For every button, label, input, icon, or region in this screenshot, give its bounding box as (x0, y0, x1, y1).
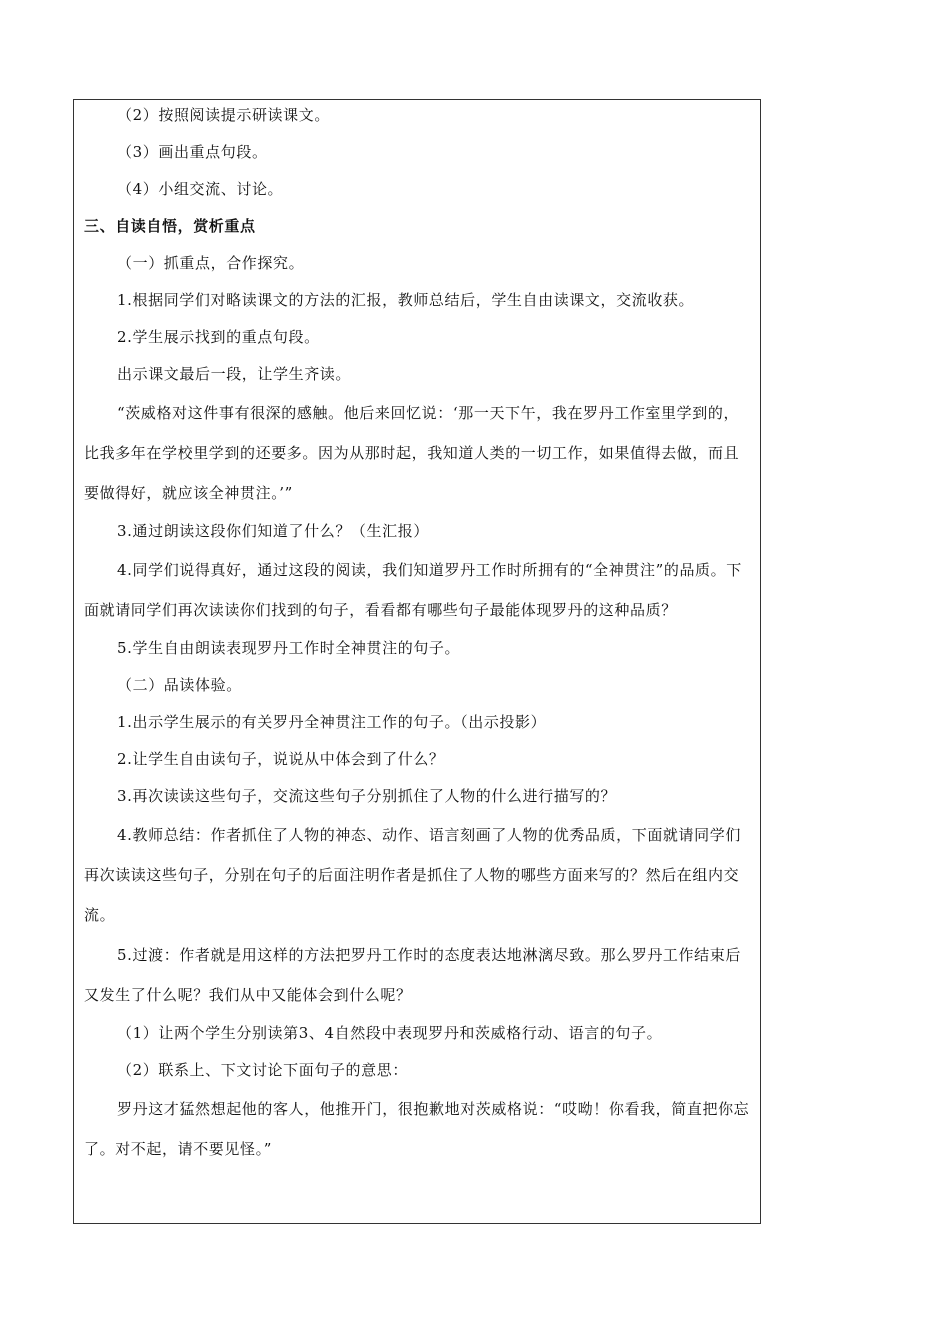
paragraph: （1）让两个学生分别读第3、4自然段中表现罗丹和茨威格行动、语言的句子。 (117, 1024, 663, 1042)
paragraph: 罗丹这才猛然想起他的客人，他推开门，很抱歉地对茨威格说：“哎呦！你看我，简直把你忘了。对不起，请不要见怪。” (84, 1100, 750, 1158)
subsection-heading: （二）品读体验。 (117, 676, 242, 694)
paragraph: 3.再次读读这些句子，交流这些句子分别抓住了人物的什么进行描写的？ (117, 787, 617, 805)
section-heading: 三、自读自悟，赏析重点 (84, 217, 256, 235)
paragraph: 1.根据同学们对略读课文的方法的汇报，教师总结后，学生自由读课文，交流收获。 (117, 291, 695, 309)
paragraph: （4）小组交流、讨论。 (117, 180, 284, 198)
paragraph: 5.过渡：作者就是用这样的方法把罗丹工作时的态度表达地淋漓尽致。那么罗丹工作结束后又发生了什么呢？我们从中又能体会到什么呢？ (84, 946, 741, 1004)
paragraph: （2）联系上、下文讨论下面句子的意思： (117, 1061, 408, 1079)
paragraph: 2.学生展示找到的重点句段。 (117, 328, 320, 346)
paragraph: （3）画出重点句段。 (117, 143, 268, 161)
paragraph: （2）按照阅读提示研读课文。 (117, 106, 330, 124)
document-body (84, 97, 754, 1169)
paragraph: 3.通过朗读这段你们知道了什么？（生汇报） (117, 522, 429, 540)
subsection-heading: （一）抓重点，合作探究。 (117, 254, 305, 272)
paragraph: 2.让学生自由读句子，说说从中体会到了什么？ (117, 750, 445, 768)
paragraph: 4.同学们说得真好，通过这段的阅读，我们知道罗丹工作时所拥有的“全神贯注”的品质。下面就请同学们再次读读你们找到的句子，看看都有哪些句子最能体现罗丹的这种品质？ (84, 561, 742, 619)
paragraph: 1.出示学生展示的有关罗丹全神贯注工作的句子。（出示投影） (117, 713, 547, 731)
paragraph: 4.教师总结：作者抓住了人物的神态、动作、语言刻画了人物的优秀品质，下面就请同学们再次读读这些句子，分别在句子的后面注明作者是抓住了人物的哪些方面来写的？然后在组内交流。 (84, 826, 741, 924)
paragraph: 5.学生自由朗读表现罗丹工作时全神贯注的句子。 (117, 639, 461, 657)
quote-paragraph: “茨威格对这件事有很深的感触。他后来回忆说：‘那一天下午，我在罗丹工作室里学到的，比我多年在学校里学到的还要多。因为从那时起，我知道人类的一切工作，如果值得去做，而且要做得好，就应该全神贯注。’” (84, 404, 740, 502)
paragraph: 出示课文最后一段，让学生齐读。 (117, 365, 352, 383)
